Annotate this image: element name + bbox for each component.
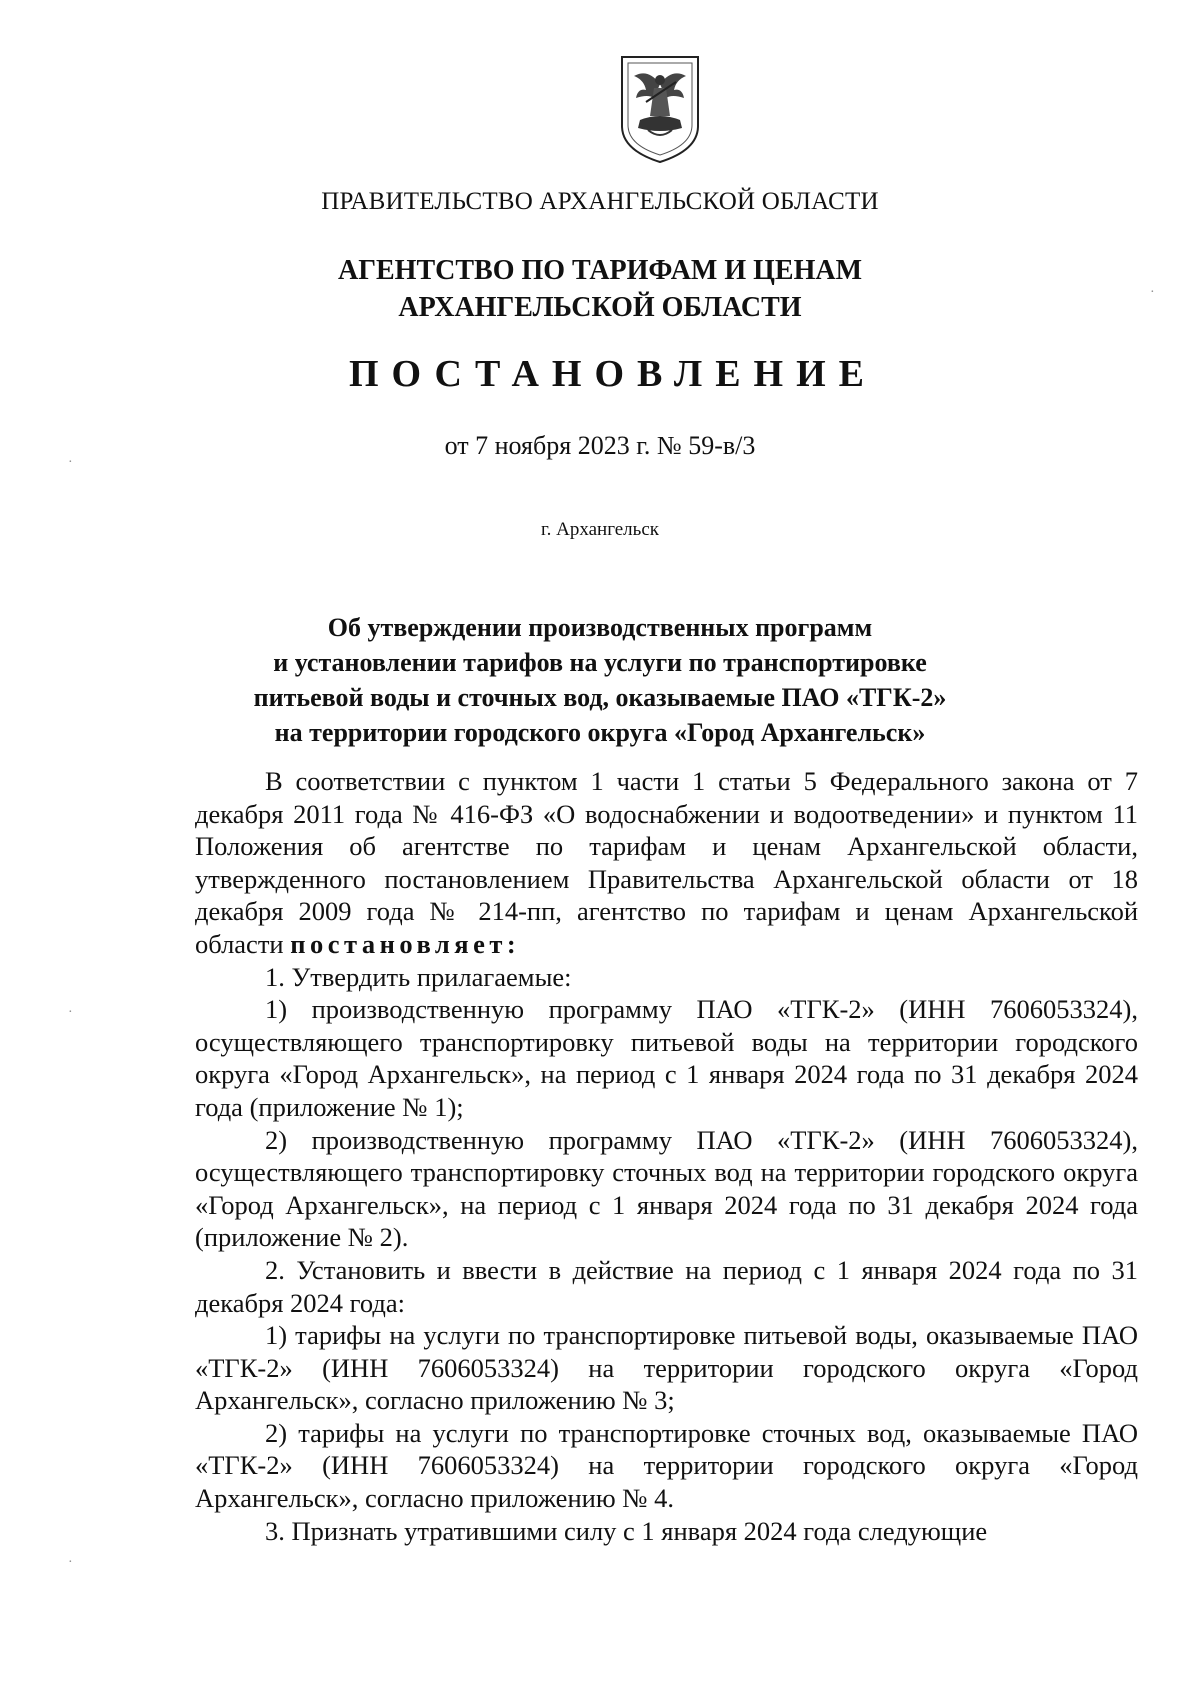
title-line2: и установлении тарифов на услуги по транспортировке <box>273 648 927 677</box>
clause-2-2: 2) тарифы на услуги по транспортировке сточных вод, оказываемые ПАО «ТГК-2» (ИНН 7606053324) на территории городского округа «Город Архангельск», согласно приложению № 4. <box>195 1417 1138 1514</box>
title-line4: на территории городского округа «Город Архангельск» <box>274 718 926 747</box>
preamble-text: В соответствии с пунктом 1 части 1 статьи 5 Федерального закона от 7 декабря 2011 года № 416-ФЗ «О водоснабжении и водоотведении» и пунктом 11 Положения об агентстве по тарифам и ценам Архангельской области, утвержденного постановлением Правительства Архангельской области от 18 декабря 2009 года № 214-пп, агентство по тарифам и ценам Архангельской области <box>195 766 1138 959</box>
document-body <box>195 765 1138 1547</box>
title-line1: Об утверждении производственных программ <box>327 613 873 642</box>
clause-3: 3. Признать утратившими силу с 1 января 2024 года следующие <box>265 1515 988 1546</box>
clause-1: 1. Утвердить прилагаемые: <box>265 961 572 992</box>
clause-1-1: 1) производственную программу ПАО «ТГК-2» (ИНН 7606053324), осуществляющего транспортировку питьевой воды на территории городского округа «Город Архангельск», на период с 1 января 2024 года по 31 декабря 2024 года (приложение № 1); <box>195 994 1138 1122</box>
scan-speck: · <box>68 455 73 470</box>
clause-1-2: 2) производственную программу ПАО «ТГК-2» (ИНН 7606053324), осуществляющего транспортировку сточных вод на территории городского округа «Город Архангельск», на период с 1 января 2024 года по 31 декабря 2024 года (приложение № 2). <box>195 1124 1138 1253</box>
preamble-paragraph <box>195 765 1138 961</box>
document-date-number: от 7 ноября 2023 г. № 59-в/3 <box>444 431 756 460</box>
document-type: ПОСТАНОВЛЕНИЕ <box>348 353 878 395</box>
clause-2-1: 1) тарифы на услуги по транспортировке питьевой воды, оказываемые ПАО «ТГК-2» (ИНН 7606053324) на территории городского округа «Город Архангельск», согласно приложению № 3; <box>195 1320 1138 1416</box>
agency-name-line2: АРХАНГЕЛЬСКОЙ ОБЛАСТИ <box>398 292 802 323</box>
title-line3: питьевой воды и сточных вод, оказываемые ПАО «ТГК-2» <box>253 683 947 712</box>
clause-2: 2. Установить и ввести в действие на период с 1 января 2024 года по 31 декабря 2024 года: <box>195 1254 1138 1318</box>
agency-name-line1: АГЕНТСТВО ПО ТАРИФАМ И ЦЕНАМ <box>337 255 863 286</box>
scan-speck: · <box>68 1005 73 1020</box>
government-name: ПРАВИТЕЛЬСТВО АРХАНГЕЛЬСКОЙ ОБЛАСТИ <box>321 188 879 215</box>
coat-of-arms-emblem-icon <box>618 54 702 166</box>
document-city: г. Архангельск <box>540 519 659 540</box>
agency-name <box>0 252 1200 326</box>
scan-speck: · <box>1150 285 1155 300</box>
scan-speck: · <box>68 1555 73 1570</box>
resolves-word: постановляет: <box>290 928 521 959</box>
document-title <box>0 610 1200 750</box>
